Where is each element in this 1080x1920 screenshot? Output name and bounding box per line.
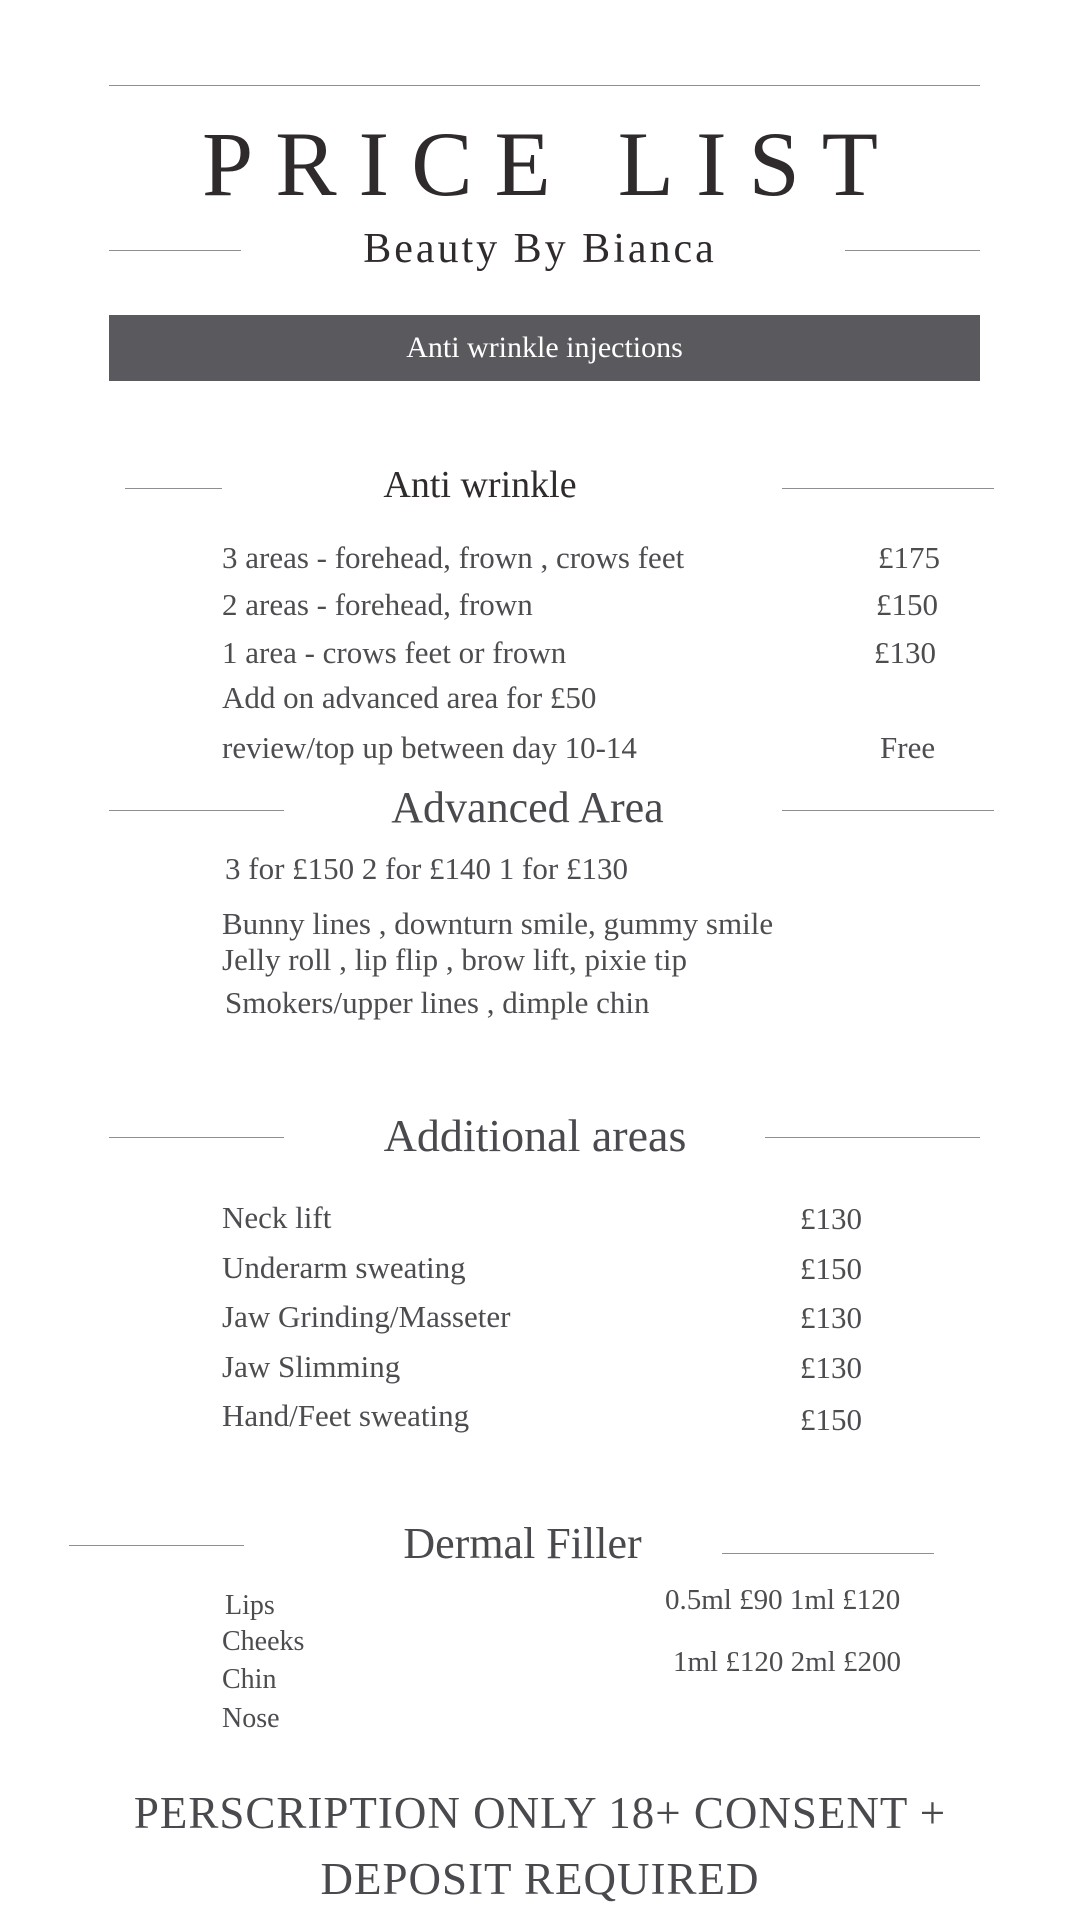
list-item: Hand/Feet sweating — [222, 1398, 470, 1433]
filler-area: Lips — [225, 1590, 275, 1621]
item-price: £150 — [800, 1251, 862, 1286]
anti-wrinkle-divider-right — [782, 488, 994, 489]
item-price: £150 — [876, 587, 938, 622]
disclaimer-line-2: DEPOSIT REQUIRED — [320, 1854, 760, 1904]
list-item: Jaw Slimming — [222, 1349, 401, 1384]
item-price: £130 — [800, 1201, 862, 1236]
filler-area: Cheeks — [222, 1626, 305, 1657]
dermal-filler-title: Dermal Filler — [403, 1519, 642, 1568]
advanced-area-title: Advanced Area — [391, 783, 664, 832]
anti-wrinkle-title: Anti wrinkle — [383, 464, 577, 506]
filler-divider-left — [69, 1545, 244, 1546]
list-item: Jaw Grinding/Masseter — [222, 1299, 511, 1334]
item-price: £130 — [800, 1350, 862, 1385]
list-item: 2 areas - forehead, frown — [222, 587, 533, 622]
list-item: Add on advanced area for £50 — [222, 680, 597, 715]
category-banner-label: Anti wrinkle injections — [406, 331, 683, 364]
disclaimer — [0, 1780, 1080, 1912]
additional-areas-title: Additional areas — [383, 1110, 687, 1161]
list-item: Underarm sweating — [222, 1250, 466, 1285]
additional-divider-left — [109, 1137, 284, 1138]
list-item: 1 area - crows feet or frown — [222, 635, 567, 670]
item-price: £130 — [874, 635, 936, 670]
advanced-area-line: Bunny lines , downturn smile, gummy smile — [222, 906, 774, 941]
business-name: Beauty By Bianca — [363, 226, 717, 272]
item-price: Free — [880, 730, 936, 765]
filler-divider-right — [722, 1553, 934, 1554]
advanced-area-line: Smokers/upper lines , dimple chin — [225, 985, 650, 1020]
filler-area: Chin — [222, 1664, 277, 1695]
item-price: £130 — [800, 1300, 862, 1335]
page-title: PRICE LIST — [202, 113, 900, 215]
anti-wrinkle-divider-left — [125, 488, 222, 489]
advanced-area-line: Jelly roll , lip flip , brow lift, pixie tip — [222, 942, 687, 977]
list-item: 3 areas - forehead, frown , crows feet — [222, 540, 685, 575]
list-item: review/top up between day 10-14 — [222, 730, 637, 765]
additional-divider-right — [765, 1137, 980, 1138]
filler-area: Nose — [222, 1703, 280, 1734]
filler-price: 0.5ml £90 1ml £120 — [665, 1584, 901, 1616]
category-banner — [109, 315, 980, 381]
list-item: Neck lift — [222, 1200, 332, 1235]
advanced-divider-right — [782, 810, 994, 811]
subtitle-divider-right — [845, 250, 980, 251]
item-price: £150 — [800, 1402, 862, 1437]
advanced-area-pricing: 3 for £150 2 for £140 1 for £130 — [225, 851, 628, 886]
advanced-divider-left — [109, 810, 284, 811]
disclaimer-line-1: PERSCRIPTION ONLY 18+ CONSENT + — [133, 1788, 947, 1838]
item-price: £175 — [878, 540, 940, 575]
top-divider — [109, 85, 980, 86]
filler-price: 1ml £120 2ml £200 — [673, 1646, 901, 1678]
